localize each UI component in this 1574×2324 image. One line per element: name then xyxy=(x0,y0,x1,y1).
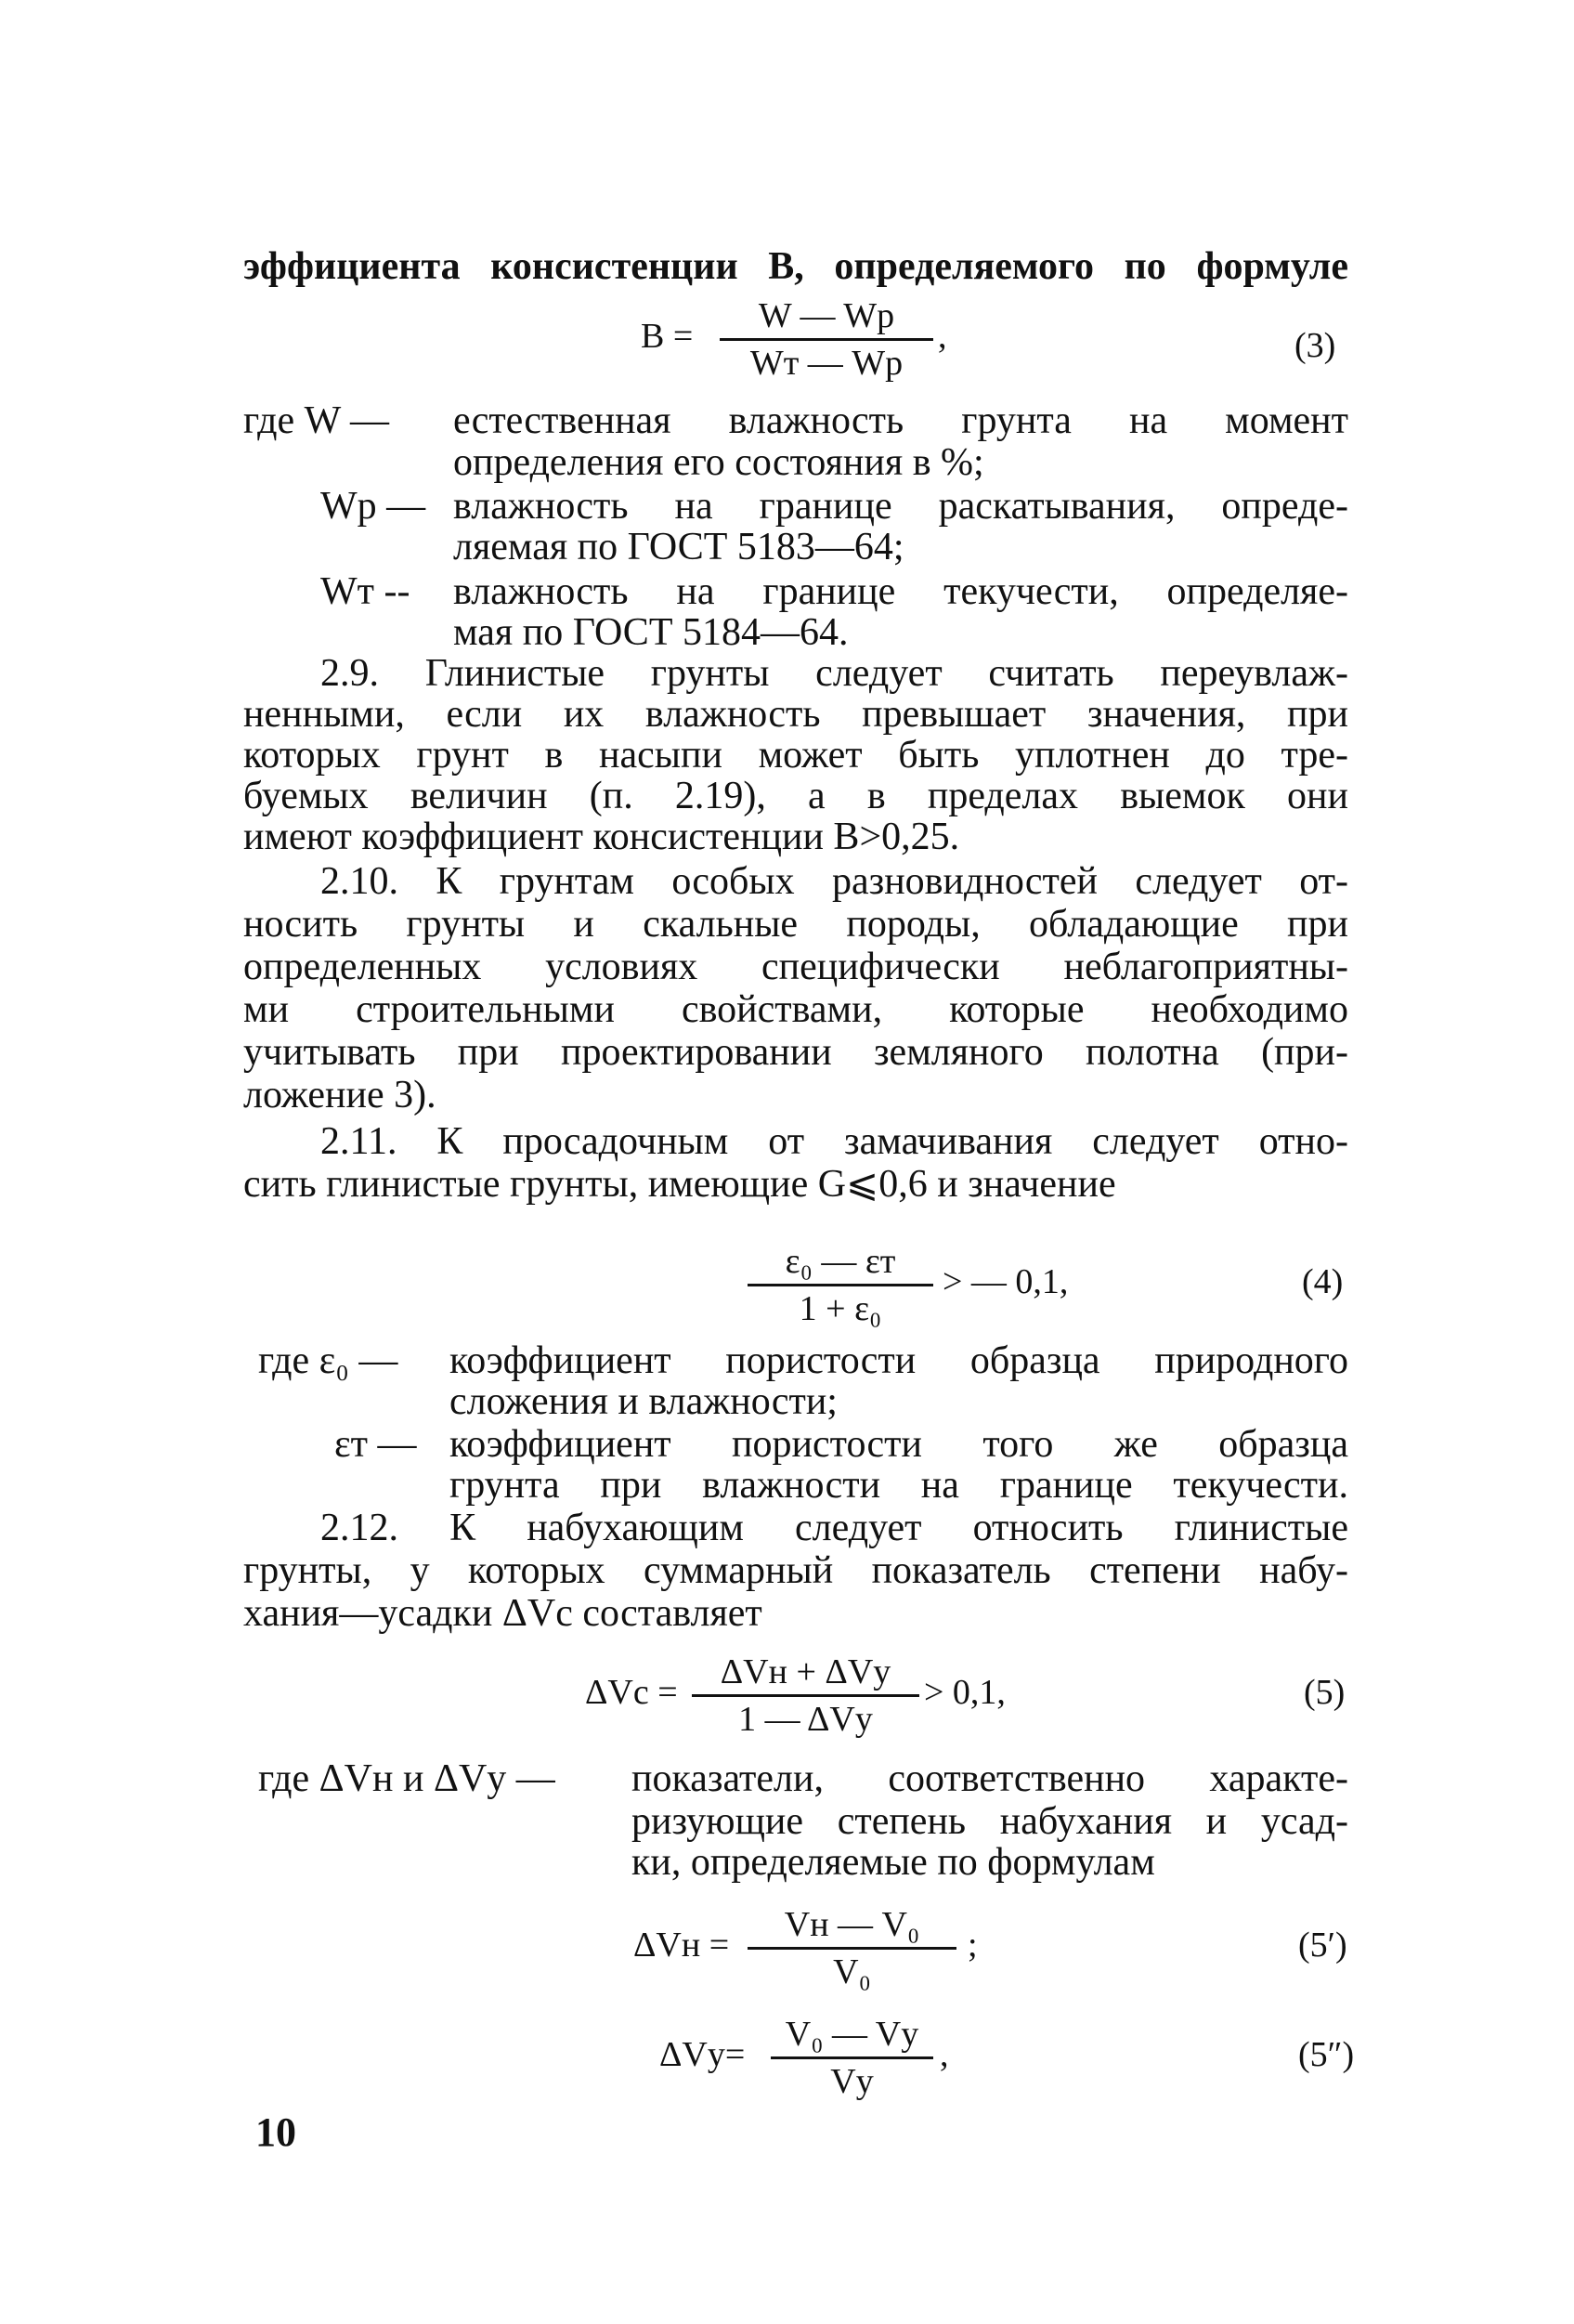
def-wp-line2: ляемая по ГОСТ 5183—64; xyxy=(453,526,904,568)
formula-5-tail: > 0,1, xyxy=(924,1673,1006,1712)
formula-5a-lhs: ΔVн = xyxy=(633,1926,730,1965)
formula-3-lhs: В = xyxy=(641,317,694,356)
def-lead-wp: Wр — xyxy=(320,485,426,528)
formula-5b-lhs: ΔVу= xyxy=(659,2035,746,2074)
page-number: 10 xyxy=(255,2109,296,2155)
p210-line5: учитывать при проектировании земляного полотна (при- xyxy=(243,1031,1348,1074)
p211-line2: сить глинистые грунты, имеющие G⩽0,6 и значение xyxy=(243,1163,1116,1206)
def-et-line1: коэффициент пористости того же образца xyxy=(449,1423,1348,1466)
fraction-bar xyxy=(771,2056,933,2059)
formula-5-fraction xyxy=(692,1652,919,1740)
fraction-bar xyxy=(692,1694,919,1697)
formula-4-denominator: 1 + ε₀ xyxy=(799,1289,882,1328)
equation-number-5: (5) xyxy=(1304,1673,1346,1712)
formula-5b-denominator: Vу xyxy=(830,2062,874,2101)
formula-4-tail: > — 0,1, xyxy=(943,1262,1069,1301)
def-dv-line2: ризующие степень набухания и усад- xyxy=(631,1800,1348,1843)
equation-number-4: (4) xyxy=(1302,1262,1344,1301)
formula-3-fraction xyxy=(720,295,933,384)
p212-line3: хания—усадки ΔVс составляет xyxy=(243,1592,762,1635)
formula-5b-fraction xyxy=(771,2014,933,2102)
formula-4-numerator: ε₀ — εт xyxy=(785,1242,896,1281)
formula-3-denominator: Wт — Wр xyxy=(749,344,904,383)
formula-3-tail: , xyxy=(938,317,947,356)
intro-line: эффициента консистенции В, определяемого по формуле xyxy=(243,245,1348,288)
def-wt-line2: мая по ГОСТ 5184—64. xyxy=(453,611,849,654)
formula-5-numerator: ΔVн + ΔVу xyxy=(720,1652,891,1691)
formula-5a-fraction xyxy=(748,1904,956,1992)
equation-number-5b: (5″) xyxy=(1298,2035,1355,2074)
def-lead-wt: Wт -- xyxy=(320,570,410,613)
formula-5b-numerator: V₀ — Vу xyxy=(785,2015,919,2054)
fraction-bar xyxy=(720,338,933,341)
formula-3-numerator: W — Wр xyxy=(758,296,895,335)
def-w-line1: естественная влажность грунта на момент xyxy=(453,399,1348,442)
equation-number-5a: (5′) xyxy=(1298,1926,1347,1965)
fraction-bar xyxy=(748,1284,933,1286)
def-dv-line3: ки, определяемые по формулам xyxy=(631,1841,1155,1884)
def-lead-e0: где ε₀ — xyxy=(258,1339,398,1382)
def-lead-dv: где ΔVн и ΔVу — xyxy=(258,1757,555,1800)
p210-line2: носить грунты и скальные породы, обладающие при xyxy=(243,903,1348,946)
formula-5a-tail: ; xyxy=(968,1926,978,1965)
def-w-line2: определения его состояния в %; xyxy=(453,441,984,484)
p29-line2: ненными, если их влажность превышает значения, при xyxy=(243,693,1348,736)
p29-line3: которых грунт в насыпи может быть уплотнен до тре- xyxy=(243,734,1348,777)
equation-number-3: (3) xyxy=(1294,326,1336,365)
p210-line6: ложение 3). xyxy=(243,1074,436,1116)
fraction-bar xyxy=(748,1947,956,1950)
def-e0-line1: коэффициент пористости образца природного xyxy=(449,1339,1348,1382)
p212-line1: 2.12. К набухающим следует относить глинистые xyxy=(320,1507,1348,1549)
formula-5-denominator: 1 — ΔVу xyxy=(738,1700,873,1739)
p29-line5: имеют коэффициент консистенции В>0,25. xyxy=(243,816,960,858)
p210-line1: 2.10. К грунтам особых разновидностей следует от- xyxy=(320,860,1348,903)
formula-4-fraction xyxy=(748,1241,933,1329)
p29-line4: буемых величин (п. 2.19), а в пределах выемок они xyxy=(243,775,1348,817)
p210-line4: ми строительными свойствами, которые необходимо xyxy=(243,988,1348,1031)
def-wp-line1: влажность на границе раскатывания, опреде- xyxy=(453,485,1348,528)
p29-line1: 2.9. Глинистые грунты следует считать переувлаж- xyxy=(320,652,1348,695)
def-lead-et: εт — xyxy=(334,1423,417,1466)
formula-5a-denominator: V₀ xyxy=(833,1952,871,1991)
formula-5b-tail: , xyxy=(940,2035,949,2074)
def-et-line2: грунта при влажности на границе текучести. xyxy=(449,1464,1348,1507)
p211-line1: 2.11. К просадочным от замачивания следует отно- xyxy=(320,1120,1348,1163)
def-wt-line1: влажность на границе текучести, определяе- xyxy=(453,570,1348,613)
def-dv-line1: показатели, соответственно характе- xyxy=(631,1757,1348,1800)
def-lead-w: где W — xyxy=(243,399,390,442)
formula-5-lhs: ΔVс = xyxy=(585,1673,678,1712)
def-e0-line2: сложения и влажности; xyxy=(449,1380,838,1423)
p212-line2: грунты, у которых суммарный показатель степени набу- xyxy=(243,1549,1348,1592)
formula-5a-numerator: Vн — V₀ xyxy=(784,1905,920,1944)
p210-line3: определенных условиях специфически неблагоприятны- xyxy=(243,946,1348,988)
